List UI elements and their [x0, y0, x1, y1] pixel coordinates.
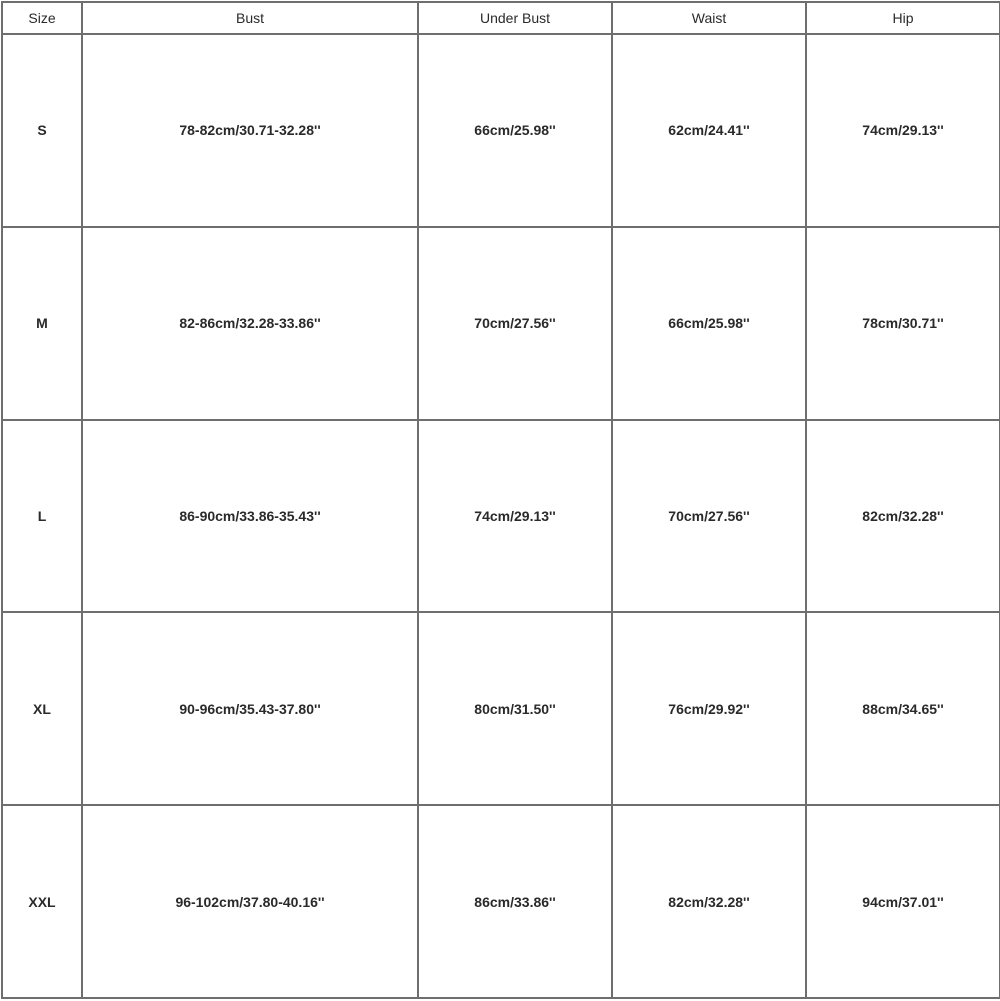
cell-bust: 78-82cm/30.71-32.28'' [82, 34, 418, 227]
cell-waist: 62cm/24.41'' [612, 34, 806, 227]
header-bust: Bust [82, 2, 418, 34]
header-size: Size [2, 2, 82, 34]
header-waist: Waist [612, 2, 806, 34]
cell-bust: 90-96cm/35.43-37.80'' [82, 612, 418, 805]
cell-size: S [2, 34, 82, 227]
cell-under-bust: 80cm/31.50'' [418, 612, 612, 805]
cell-bust: 96-102cm/37.80-40.16'' [82, 805, 418, 998]
table-row [2, 227, 1000, 420]
size-chart-table [1, 1, 1000, 999]
size-chart [0, 1, 1000, 1001]
cell-waist: 70cm/27.56'' [612, 420, 806, 613]
table-row [2, 34, 1000, 227]
cell-size: M [2, 227, 82, 420]
cell-hip: 74cm/29.13'' [806, 34, 1000, 227]
cell-hip: 82cm/32.28'' [806, 420, 1000, 613]
cell-size: XL [2, 612, 82, 805]
cell-size: L [2, 420, 82, 613]
table-row [2, 805, 1000, 998]
header-hip: Hip [806, 2, 1000, 34]
cell-hip: 88cm/34.65'' [806, 612, 1000, 805]
cell-hip: 78cm/30.71'' [806, 227, 1000, 420]
cell-bust: 82-86cm/32.28-33.86'' [82, 227, 418, 420]
table-header-row [2, 2, 1000, 34]
cell-waist: 82cm/32.28'' [612, 805, 806, 998]
cell-under-bust: 74cm/29.13'' [418, 420, 612, 613]
cell-waist: 76cm/29.92'' [612, 612, 806, 805]
cell-under-bust: 66cm/25.98'' [418, 34, 612, 227]
cell-under-bust: 86cm/33.86'' [418, 805, 612, 998]
cell-bust: 86-90cm/33.86-35.43'' [82, 420, 418, 613]
header-under-bust: Under Bust [418, 2, 612, 34]
cell-size: XXL [2, 805, 82, 998]
cell-under-bust: 70cm/27.56'' [418, 227, 612, 420]
table-row [2, 612, 1000, 805]
cell-hip: 94cm/37.01'' [806, 805, 1000, 998]
table-row [2, 420, 1000, 613]
cell-waist: 66cm/25.98'' [612, 227, 806, 420]
